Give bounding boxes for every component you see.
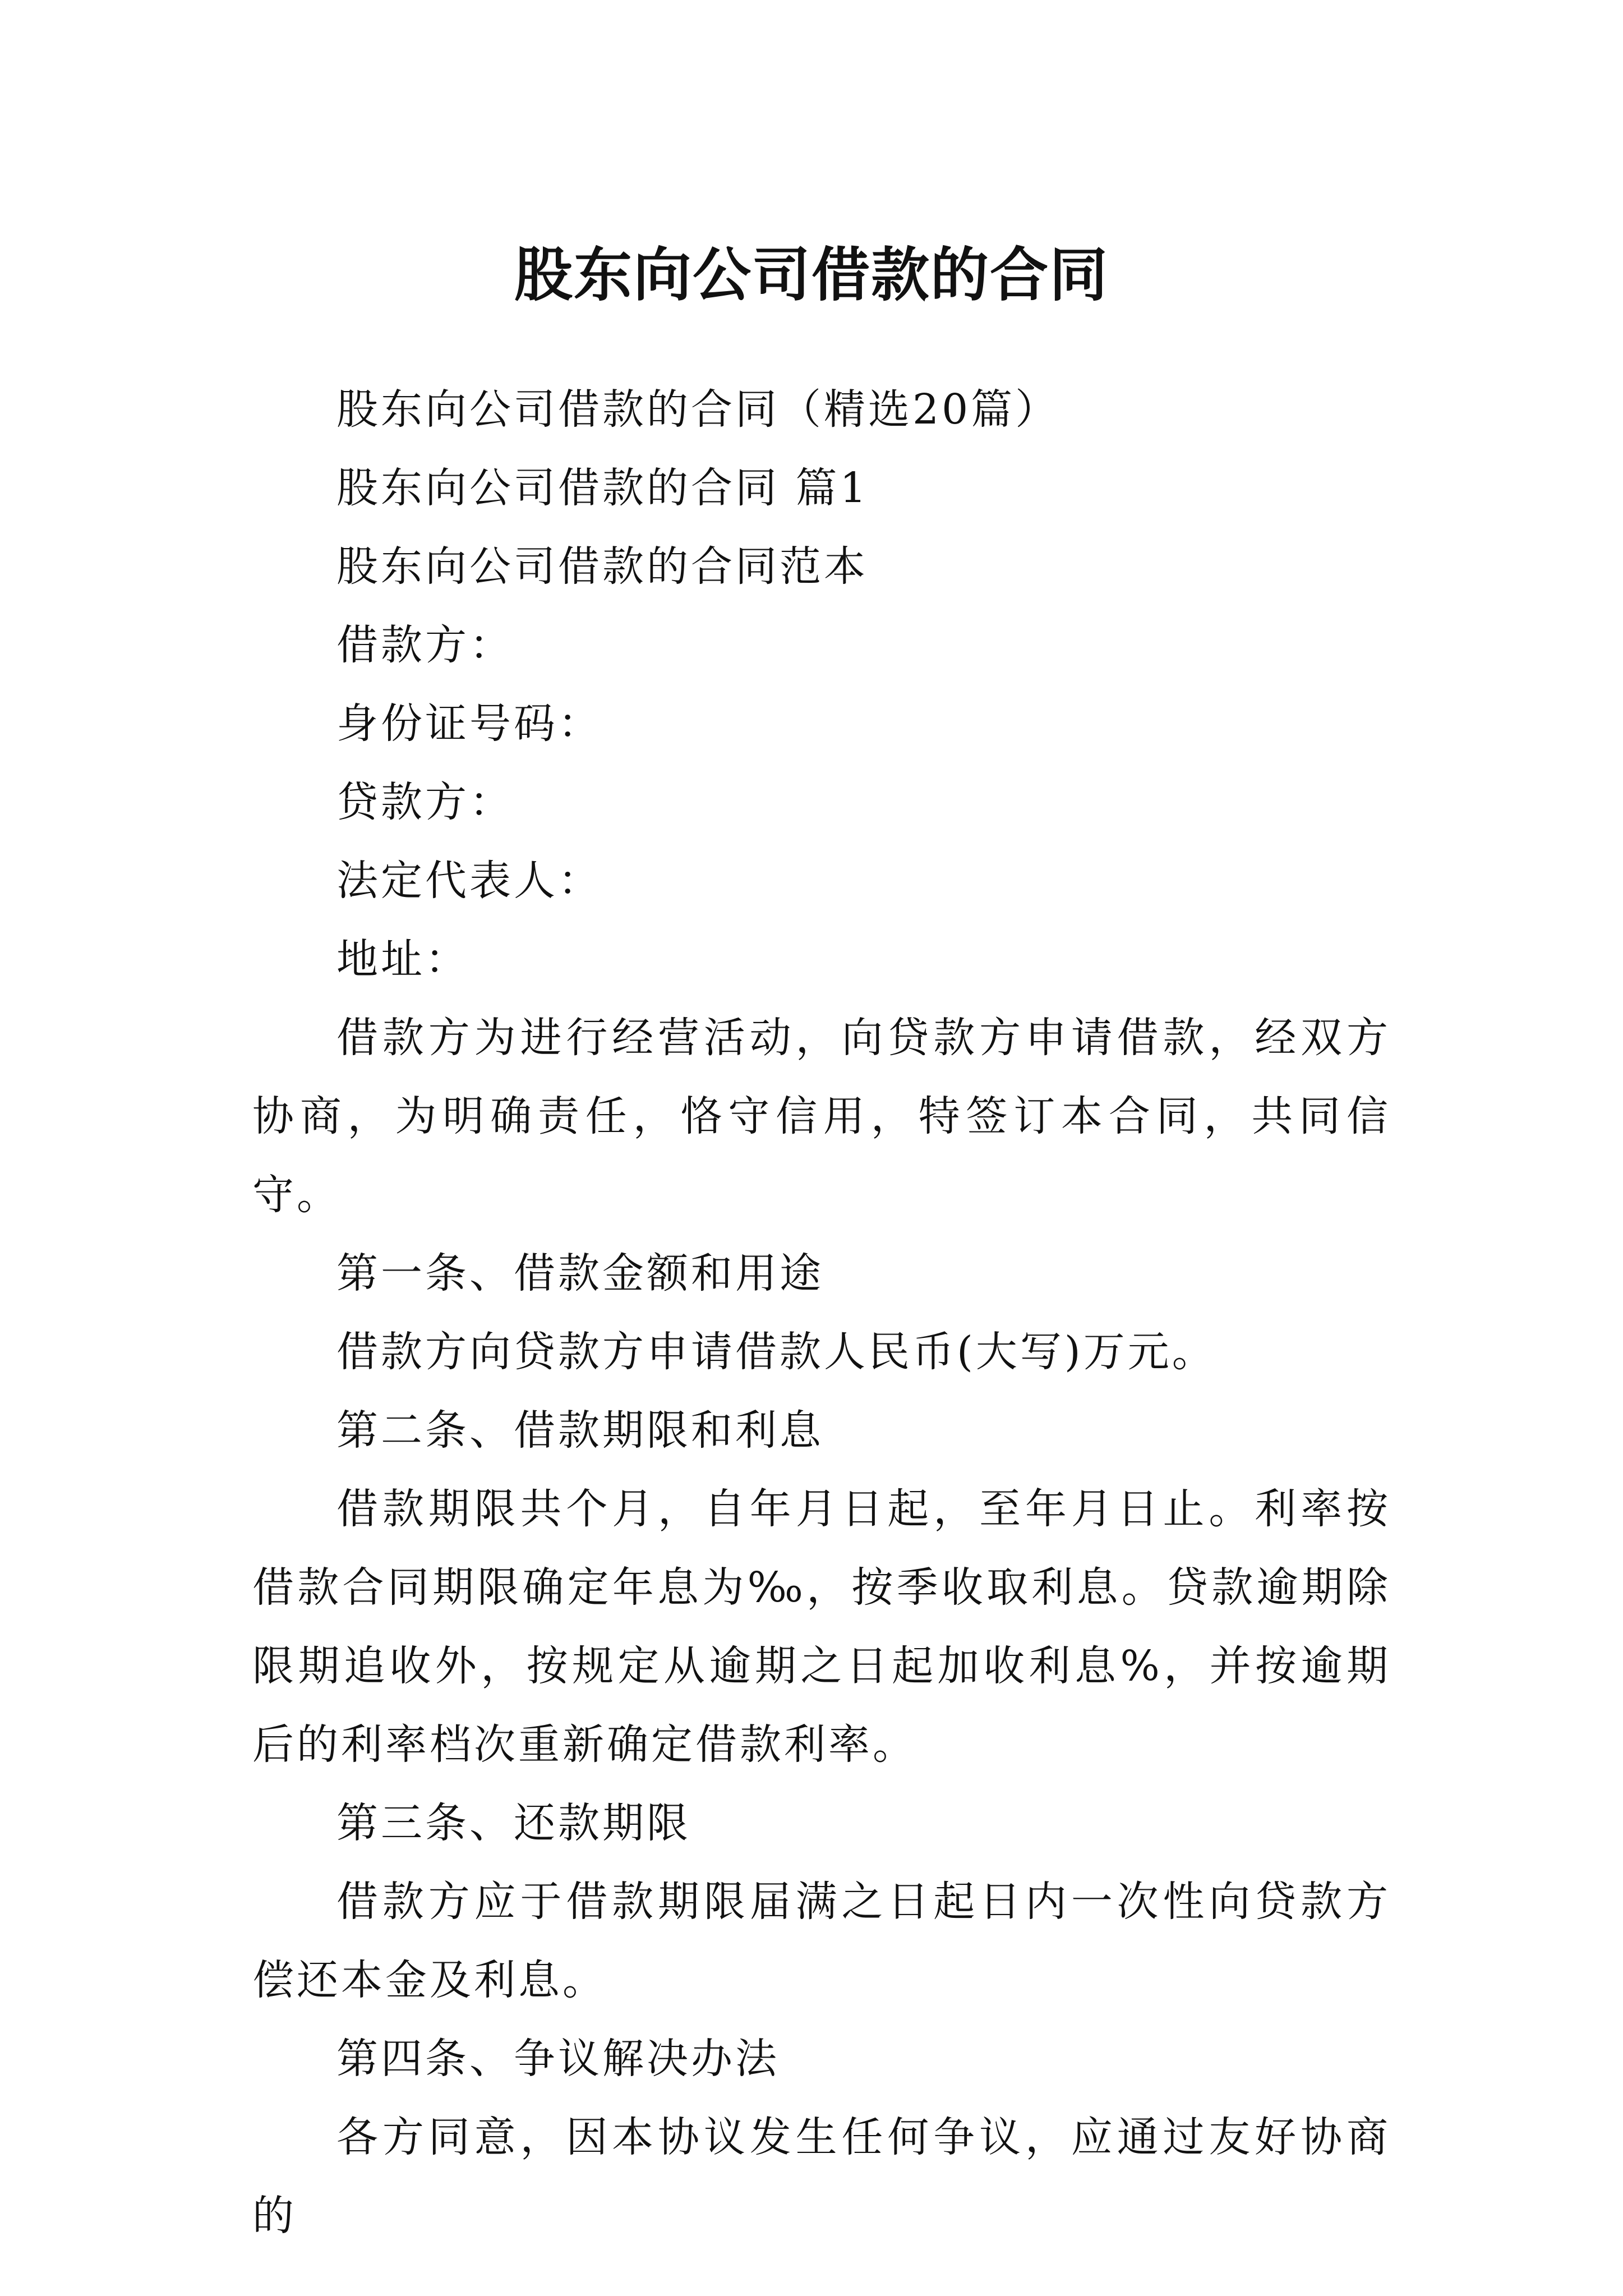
field-lender: 贷款方： — [336, 778, 514, 826]
article-1-heading: 第一条、借款金额和用途 — [336, 1249, 824, 1297]
field-legal-representative: 法定代表人： — [336, 857, 602, 905]
document-body — [252, 370, 1391, 2255]
paragraph-section-heading: 股东向公司借款的合同 篇1 — [336, 464, 869, 512]
article-3-text: 借款方应于借款期限届满之日起日内一次性向贷款方偿还本金及利息。 — [252, 1878, 1391, 2004]
document-title: 股东向公司借款的合同 — [514, 240, 1109, 309]
article-1-text: 借款方向贷款方申请借款人民币(大写)万元。 — [336, 1328, 1216, 1376]
article-4-text: 各方同意，因本协议发生任何争议，应通过友好协商的 — [252, 2113, 1391, 2240]
paragraph-preamble: 借款方为进行经营活动，向贷款方申请借款，经双方协商，为明确责任，恪守信用，特签订本合同，共同信守。 — [252, 1014, 1391, 1219]
field-id-number: 身份证号码： — [336, 700, 602, 748]
article-3-heading: 第三条、还款期限 — [336, 1799, 691, 1847]
paragraph-template-name: 股东向公司借款的合同范本 — [336, 542, 868, 591]
field-address: 地址： — [336, 935, 469, 983]
article-4-heading: 第四条、争议解决办法 — [336, 2035, 780, 2083]
field-borrower: 借款方： — [336, 621, 514, 669]
article-2-heading: 第二条、借款期限和利息 — [336, 1406, 824, 1455]
paragraph-subtitle: 股东向公司借款的合同（精选20篇） — [336, 385, 1060, 434]
article-2-text: 借款期限共个月，自年月日起，至年月日止。利率按借款合同期限确定年息为‰，按季收取利息。贷款逾期除限期追收外，按规定从逾期之日起加收利息%，并按逾期后的利率档次重新确定借款利率。 — [252, 1485, 1391, 1769]
